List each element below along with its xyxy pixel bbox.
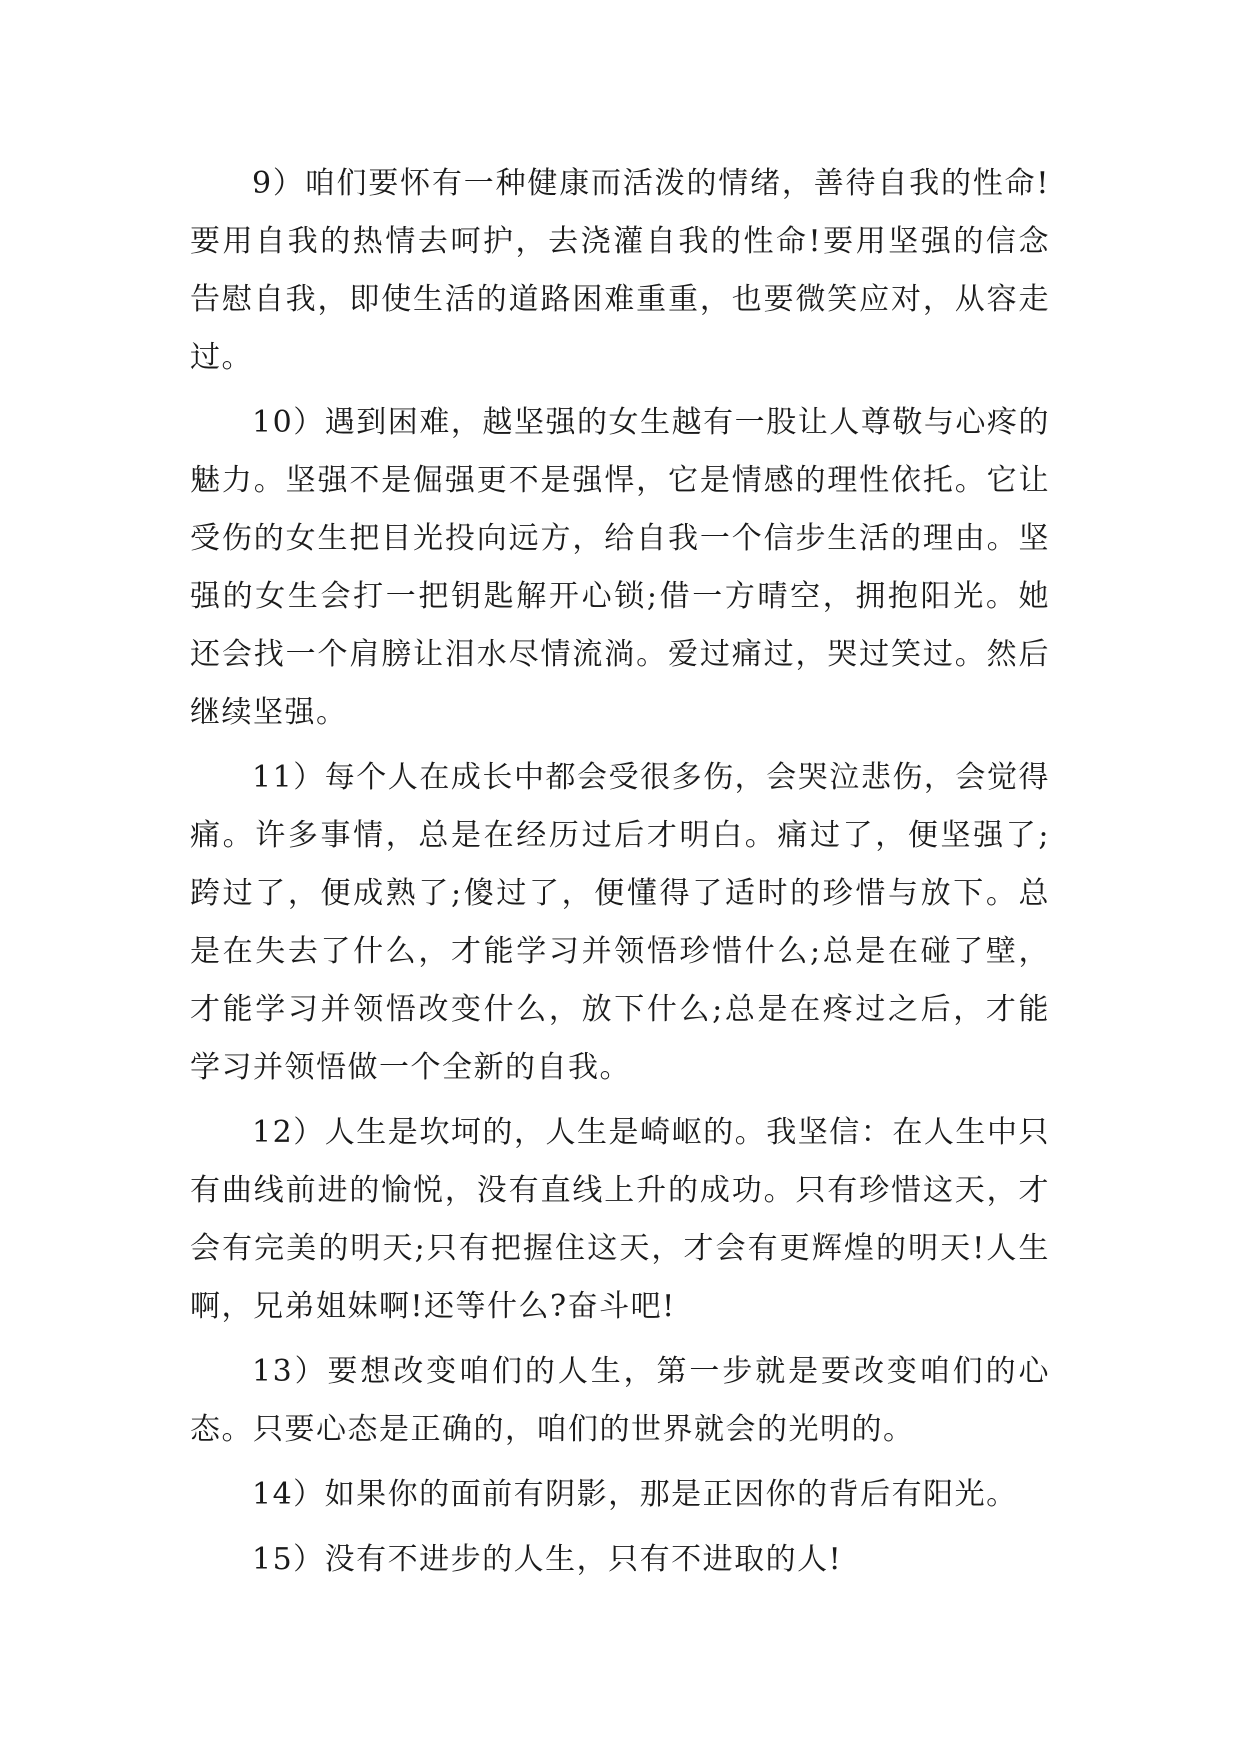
paragraph-10: 10）遇到困难，越坚强的女生越有一股让人尊敬与心疼的魅力。坚强不是倔强更不是强悍，它是情感的理性依托。它让受伤的女生把目光投向远方，给自我一个信步生活的理由。坚强的女生会打一把钥匙解开心锁;借一方晴空，拥抱阳光。她还会找一个肩膀让泪水尽情流淌。爱过痛过，哭过笑过。然后继续坚强。 <box>190 405 1050 730</box>
paragraph-11: 11）每个人在成长中都会受很多伤，会哭泣悲伤，会觉得痛。许多事情，总是在经历过后才明白。痛过了，便坚强了;跨过了，便成熟了;傻过了，便懂得了适时的珍惜与放下。总是在失去了什么，才能学习并领悟珍惜什么;总是在碰了壁，才能学习并领悟改变什么，放下什么;总是在疼过之后，才能学习并领悟做一个全新的自我。 <box>190 760 1050 1085</box>
paragraph-9: 9）咱们要怀有一种健康而活泼的情绪，善待自我的性命!要用自我的热情去呵护，去浇灌自我的性命!要用坚强的信念告慰自我，即使生活的道路困难重重，也要微笑应对，从容走过。 <box>190 166 1050 375</box>
paragraph-13: 13）要想改变咱们的人生，第一步就是要改变咱们的心态。只要心态是正确的，咱们的世界就会的光明的。 <box>190 1354 1050 1447</box>
paragraph-12: 12）人生是坎坷的，人生是崎岖的。我坚信：在人生中只有曲线前进的愉悦，没有直线上升的成功。只有珍惜这天，才会有完美的明天;只有把握住这天，才会有更辉煌的明天!人生啊，兄弟姐妹啊!还等什么?奋斗吧! <box>190 1115 1050 1324</box>
document-body <box>190 155 1050 1596</box>
paragraph-14: 14）如果你的面前有阴影，那是正因你的背后有阳光。 <box>252 1477 1018 1512</box>
paragraph-15: 15）没有不进步的人生，只有不进取的人! <box>252 1542 843 1577</box>
